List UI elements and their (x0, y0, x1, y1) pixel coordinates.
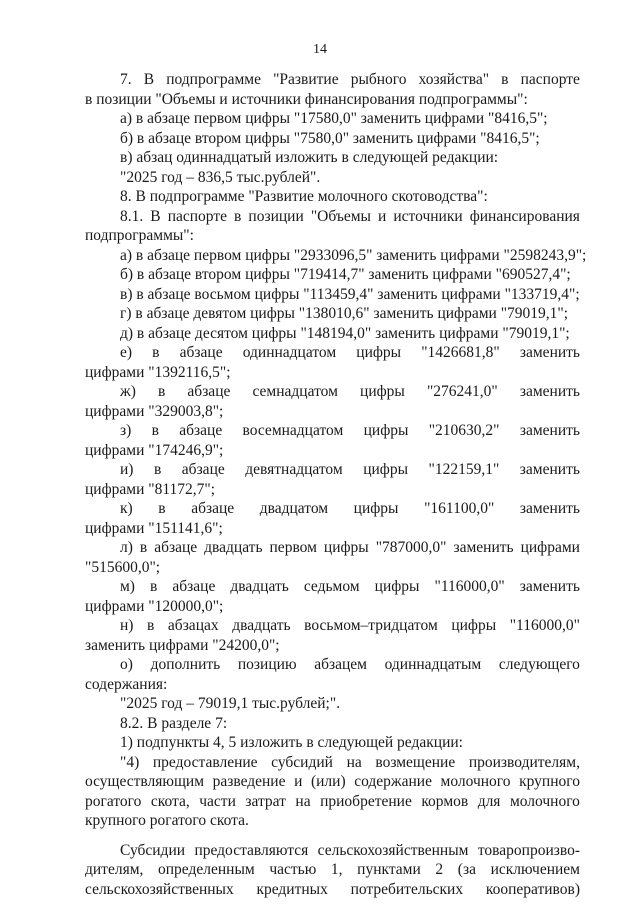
text-line: "4) предоставление субсидий на возмещение производителям, (120, 753, 580, 771)
text-line: е) в абзаце одиннадцатом цифры "1426681,8" заменить (120, 344, 580, 361)
text-line: "2025 год – 836,5 тыс.рублей". (120, 168, 321, 186)
text-line: м) в абзаце двадцать седьмом цифры "116000,0" заменить (120, 578, 580, 595)
text-line: б) в абзаце втором цифры "719414,7" заменить цифрами "690527,4"; (120, 266, 571, 283)
text-line: цифрами "81172,7"; (85, 480, 216, 498)
text-line: цифрами "120000,0"; (85, 597, 224, 615)
text-line: ж) в абзаце семнадцатом цифры "276241,0" заменить (120, 383, 580, 400)
text-line: г) в абзаце девятом цифры "138010,6" заменить цифрами "79019,1"; (120, 305, 569, 322)
text-line: цифрами "1392116,5"; (85, 363, 231, 381)
text-line: 8.2. В разделе 7: (120, 714, 228, 732)
text-line: л) в абзаце двадцать первом цифры "787000,0" заменить цифрами (120, 539, 580, 556)
text-line: сельскохозяйственных кредитных потребительских кооперативов) (85, 880, 580, 898)
text-line: Субсидии предоставляются сельскохозяйственным товаропроизво- (120, 841, 580, 859)
text-line: "2025 год – 79019,1 тыс.рублей;". (120, 695, 341, 712)
text-line: 1) подпункты 4, 5 изложить в следующей редакции: (120, 734, 463, 751)
text-line: 8.1. В паспорте в позиции "Объемы и источники финансирования (120, 207, 580, 225)
document-body (85, 70, 587, 899)
text-line: в) в абзаце восьмом цифры "113459,4" заменить цифрами "133719,4"; (120, 285, 580, 303)
text-line: "515600,0"; (85, 558, 161, 576)
text-line: содержания: (85, 675, 168, 693)
text-line: дителям, определенным частью 1, пунктами 2 (за исключением (85, 861, 580, 878)
text-line: н) в абзацах двадцать восьмом–тридцатом цифры "116000,0" (120, 617, 580, 634)
text-line: цифрами "329003,8"; (85, 402, 224, 420)
text-line: и) в абзаце девятнадцатом цифры "122159,1" заменить (120, 461, 580, 478)
text-line: 7. В подпрограмме "Развитие рыбного хозяйства" в паспорте (120, 71, 580, 88)
text-line: 8. В подпрограмме "Развитие молочного скотоводства": (120, 188, 488, 205)
text-line: а) в абзаце первом цифры "17580,0" заменить цифрами "8416,5"; (120, 110, 548, 127)
text-line: к) в абзаце двадцатом цифры "161100,0" заменить (120, 500, 580, 517)
page-number: 14 (313, 42, 327, 57)
text-line: цифрами "174246,9"; (85, 441, 224, 459)
text-line: б) в абзаце втором цифры "7580,0" заменить цифрами "8416,5"; (120, 129, 540, 147)
text-line: о) дополнить позицию абзацем одиннадцатым следующего (120, 656, 580, 673)
text-line: з) в абзаце восемнадцатом цифры "210630,2" заменить (120, 422, 580, 439)
text-line: в позиции "Объемы и источники финансирования подпрограммы": (85, 90, 528, 108)
text-line: д) в абзаце десятом цифры "148194,0" заменить цифрами "79019,1"; (120, 324, 570, 342)
text-line: заменить цифрами "24200,0"; (85, 636, 280, 654)
text-line: в) абзац одиннадцатый изложить в следующей редакции: (120, 149, 499, 166)
text-line: подпрограммы": (85, 227, 194, 244)
text-line: крупного рогатого скота. (85, 812, 249, 829)
text-line: а) в абзаце первом цифры "2933096,5" заменить цифрами "2598243,9"; (120, 246, 587, 264)
text-line: осуществляющим разведение и (или) содержание молочного крупного (85, 773, 580, 790)
text-line: рогатого скота, части затрат на приобретение кормов для молочного (85, 792, 580, 810)
text-line: цифрами "151141,6"; (85, 519, 223, 537)
paragraph-gap (85, 831, 580, 841)
